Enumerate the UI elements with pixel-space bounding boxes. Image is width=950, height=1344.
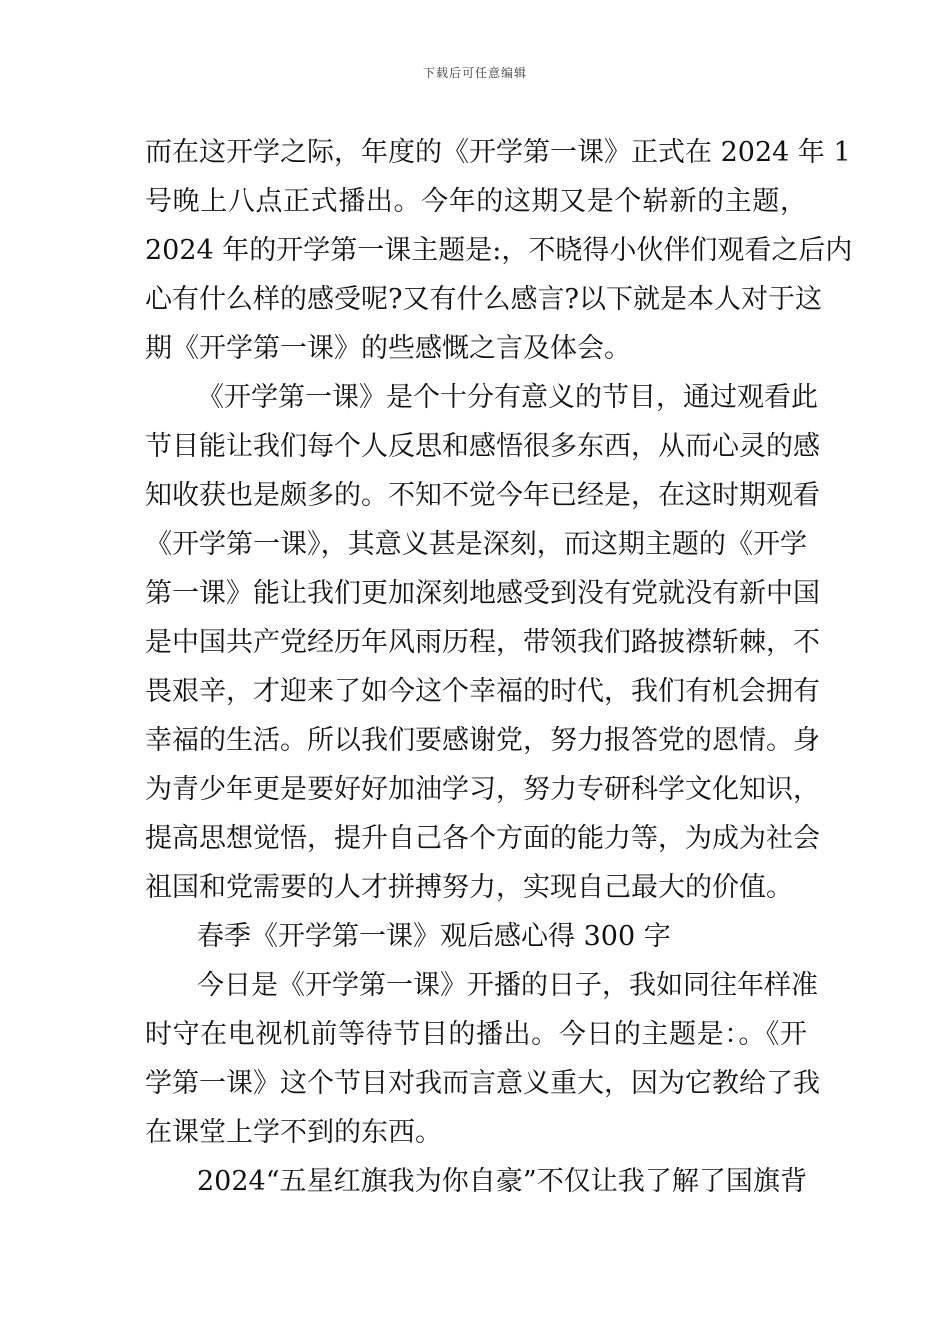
text-line: 畏艰辛，才迎来了如今这个幸福的时代，我们有机会拥有 bbox=[145, 676, 820, 707]
text-line: 2024“五星红旗我为你自豪”不仅让我了解了国旗背 bbox=[197, 1166, 807, 1197]
paragraph bbox=[145, 128, 853, 373]
text-line: 为青少年更是要好好加油学习，努力专研科学文化知识， bbox=[145, 774, 820, 805]
text-line: 节目能让我们每个人反思和感悟很多东西，从而心灵的感 bbox=[145, 431, 820, 462]
paragraph bbox=[145, 373, 820, 912]
paragraph bbox=[145, 961, 820, 1157]
paragraph bbox=[145, 912, 807, 961]
text-line: 祖国和党需要的人才拼搏努力，实现自己最大的价值。 bbox=[145, 872, 793, 903]
text-line: 而在这开学之际，年度的《开学第一课》正式在 2024 年 1 bbox=[145, 137, 851, 168]
text-line: 知收获也是颇多的。不知不觉今年已经是，在这时期观看 bbox=[145, 480, 820, 511]
text-line: 时守在电视机前等待节目的播出。今日的主题是：。《开 bbox=[145, 1019, 807, 1050]
text-line: 号晚上八点正式播出。今年的这期又是个崭新的主题， bbox=[145, 186, 807, 217]
text-line: 今日是《开学第一课》开播的日子，我如同往年样准 bbox=[197, 970, 818, 1001]
text-line: 春季《开学第一课》观后感心得 300 字 bbox=[197, 921, 671, 952]
text-line: 《开学第一课》，其意义甚是深刻，而这期主题的《开学 bbox=[145, 529, 807, 560]
text-line: 期《开学第一课》的些感慨之言及体会。 bbox=[145, 333, 631, 364]
text-line: 《开学第一课》是个十分有意义的节目，通过观看此 bbox=[197, 382, 818, 413]
paragraph bbox=[145, 1157, 807, 1206]
text-line: 心有什么样的感受呢?又有什么感言?以下就是本人对于这 bbox=[145, 284, 822, 315]
text-line: 在课堂上学不到的东西。 bbox=[145, 1117, 442, 1148]
text-line: 第一课》能让我们更加深刻地感受到没有党就没有新中国 bbox=[145, 578, 820, 609]
document-body bbox=[145, 128, 853, 1206]
text-line: 2024 年的开学第一课主题是:，不晓得小伙伴们观看之后内 bbox=[145, 235, 853, 266]
text-line: 提高思想觉悟，提升自己各个方面的能力等，为成为社会 bbox=[145, 823, 820, 854]
text-line: 学第一课》这个节目对我而言意义重大，因为它教给了我 bbox=[145, 1068, 820, 1099]
text-line: 幸福的生活。所以我们要感谢党，努力报答党的恩情。身 bbox=[145, 725, 820, 756]
text-line: 是中国共产党经历年风雨历程，带领我们路披襟斩棘，不 bbox=[145, 627, 820, 658]
page-header: 下载后可任意编辑 bbox=[422, 66, 527, 80]
